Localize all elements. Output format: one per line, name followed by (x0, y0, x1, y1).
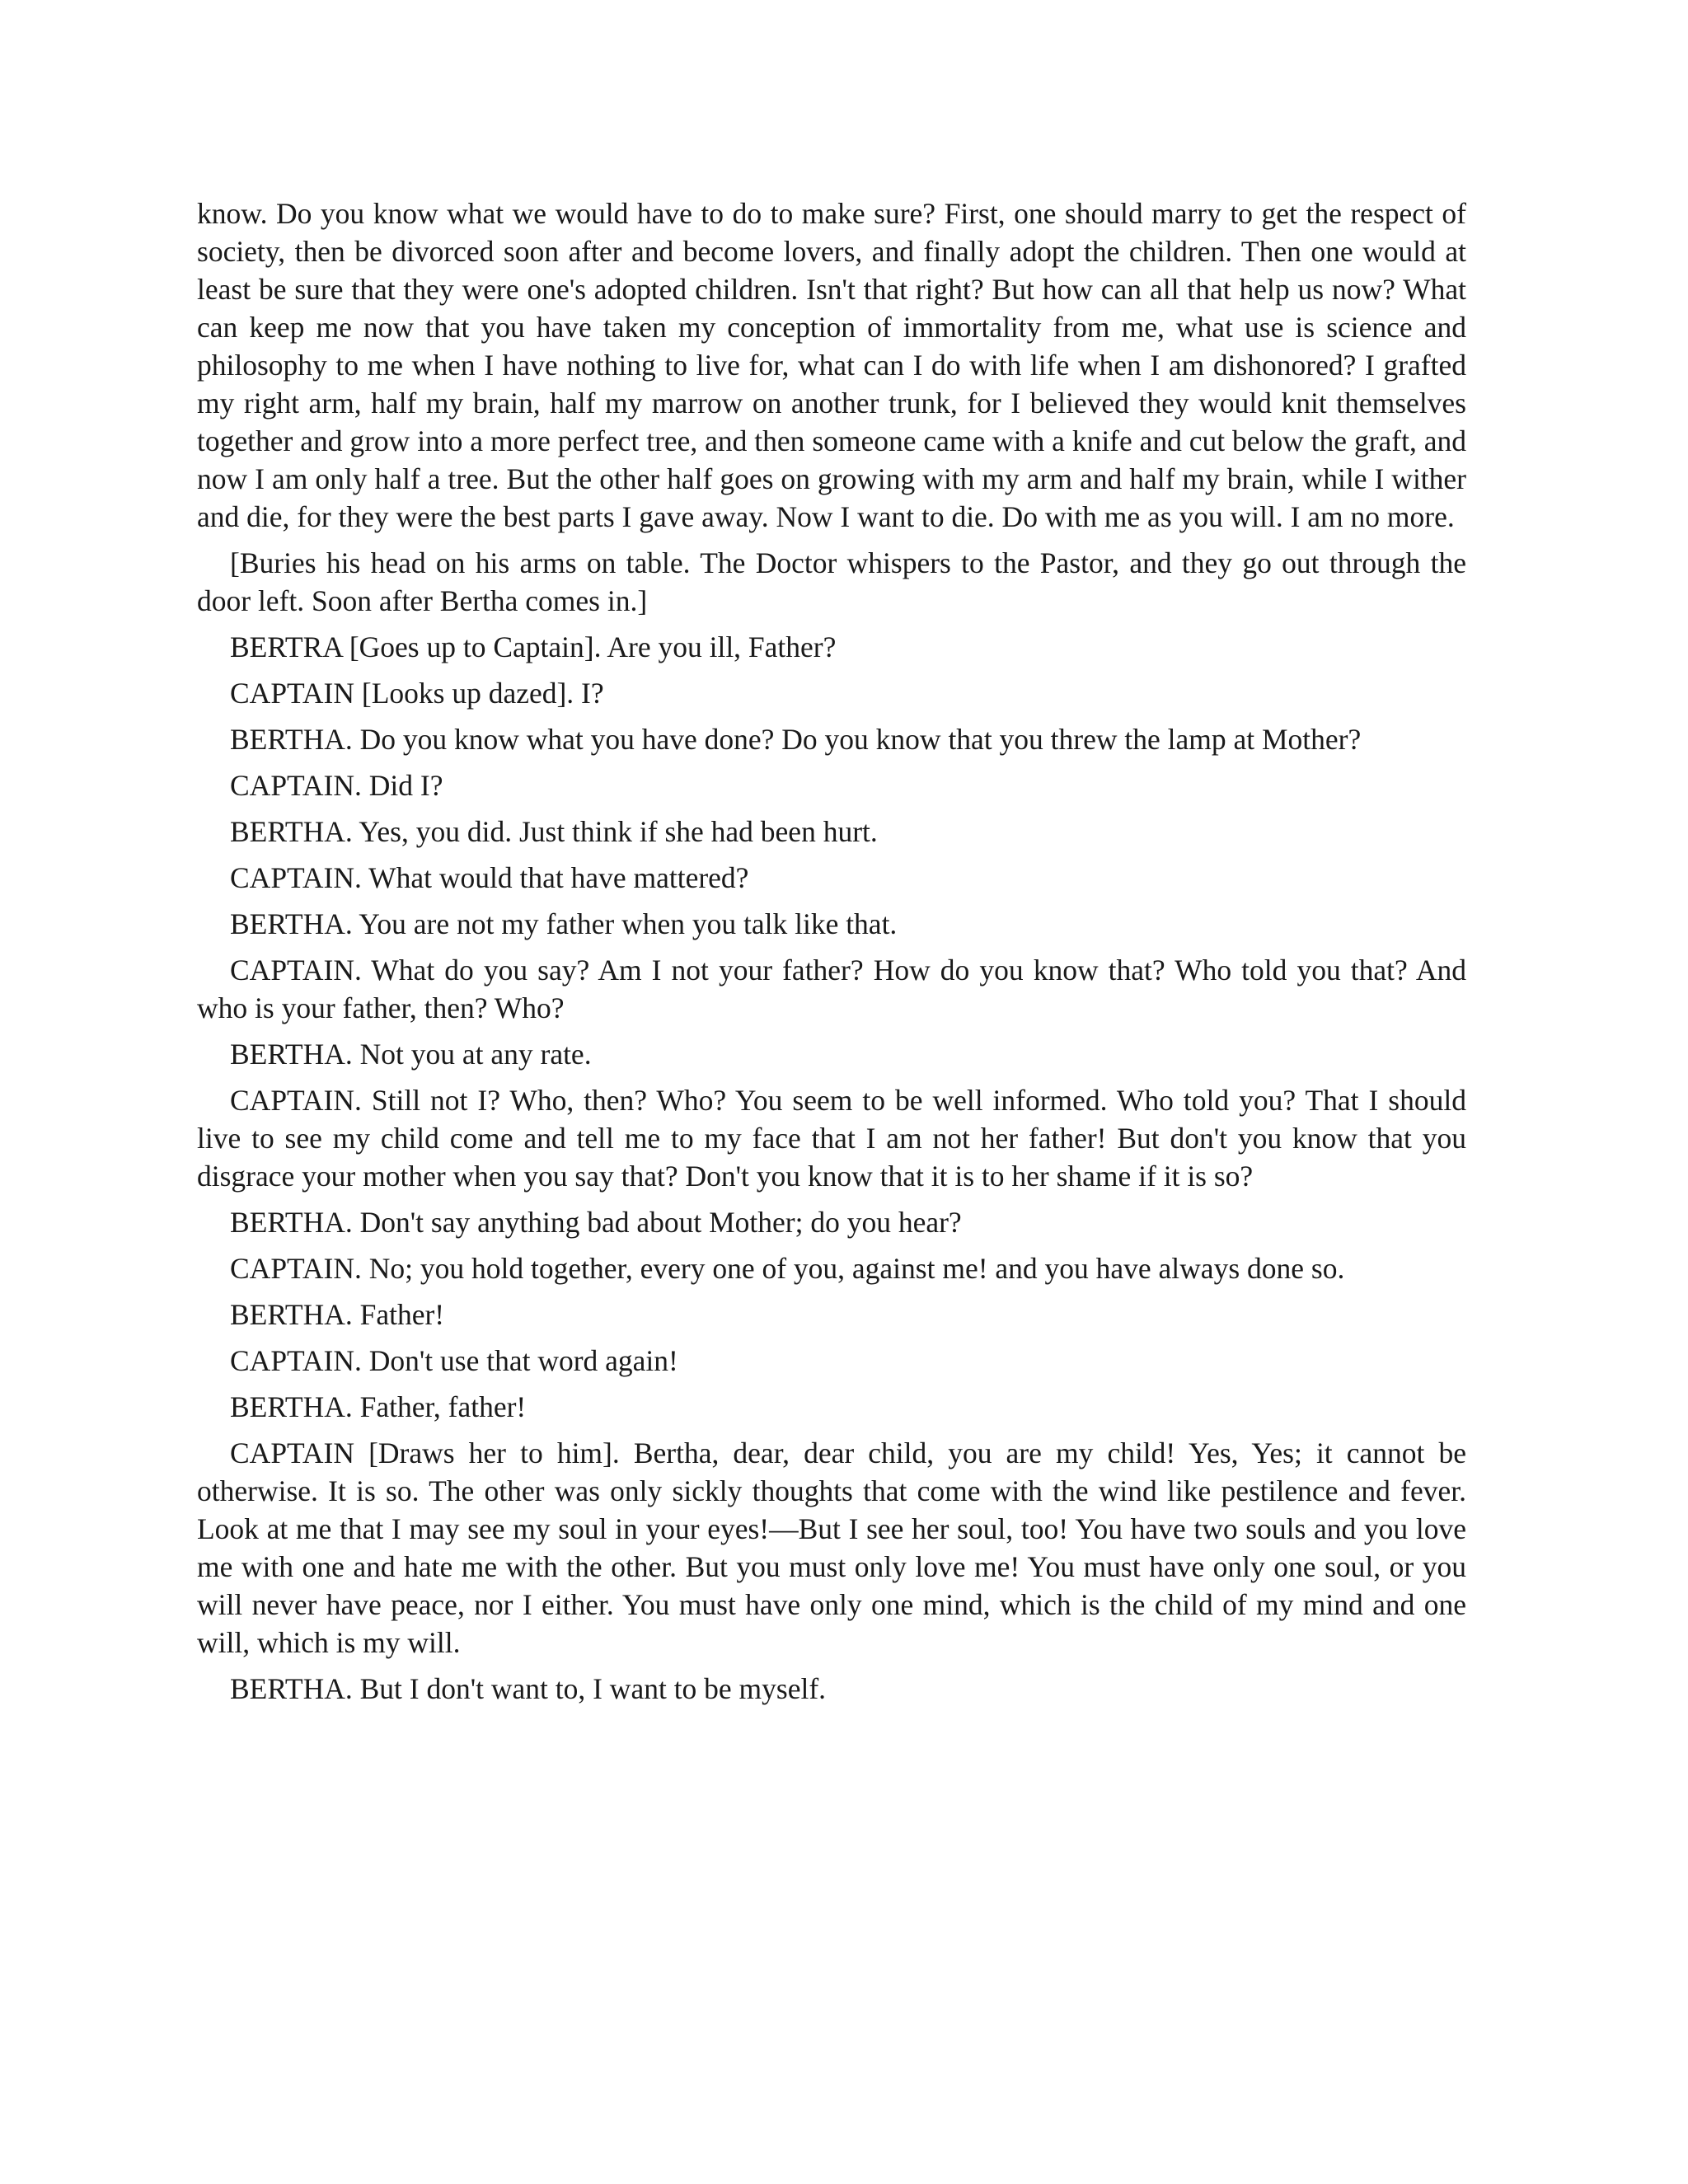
paragraph-monologue: know. Do you know what we would have to do to make sure? First, one should marry to get the respect of society, then be divorced soon after and become lovers, and finally adopt the children. Then one would at least be sure that they were one's adopted children. Isn't that right? But how can all that help us now? What can keep me now that you have taken my conception of immortality from me, what use is science and philosophy to me when I have nothing to live for, what can I do with life when I am dishonored? I grafted my right arm, half my brain, half my marrow on another trunk, for I believed they would knit themselves together and grow into a more perfect tree, and then someone came with a knife and cut below the graft, and now I am only half a tree. But the other half goes on growing with my arm and half my brain, while I wither and die, for they were the best parts I gave away. Now I want to die. Do with me as you will. I am no more. (197, 197, 1466, 533)
paragraph-dialogue: CAPTAIN [Looks up dazed]. I? (230, 677, 604, 710)
paragraph-dialogue: CAPTAIN. What would that have mattered? (230, 861, 749, 894)
paragraph-dialogue: CAPTAIN. What do you say? Am I not your father? How do you know that? Who told you that? And who is your father, then? Who? (197, 954, 1466, 1024)
paragraph-dialogue: BERTHA. You are not my father when you talk like that. (230, 907, 898, 940)
paragraph-dialogue: CAPTAIN [Draws her to him]. Bertha, dear, dear child, you are my child! Yes, Yes; it cannot be otherwise. It is so. The other was only sickly thoughts that come with the wind like pestilence and fever. Look at me that I may see my soul in your eyes!—But I see her soul, too! You have two souls and you love me with one and hate me with the other. But you must only love me! You must have only one soul, or you will never have peace, nor I either. You must have only one mind, which is the child of my mind and one will, which is my will. (197, 1436, 1466, 1659)
document-page (197, 194, 1466, 1716)
paragraph-dialogue: BERTHA. Do you know what you have done? Do you know that you threw the lamp at Mother? (230, 723, 1362, 756)
paragraph-dialogue: CAPTAIN. Still not I? Who, then? Who? You seem to be well informed. Who told you? That I should live to see my child come and tell me to my face that I am not her father! But don't you know that you disgrace your mother when you say that? Don't you know that it is to her shame if it is so? (197, 1084, 1466, 1193)
paragraph-dialogue: BERTHA. Don't say anything bad about Mother; do you hear? (230, 1206, 962, 1239)
paragraph-dialogue: BERTHA. But I don't want to, I want to be myself. (230, 1672, 827, 1705)
paragraph-stage-direction: [Buries his head on his arms on table. The Doctor whispers to the Pastor, and they go out through the door left. Soon after Bertha comes in.] (197, 546, 1466, 617)
paragraph-dialogue: BERTHA. Father! (230, 1298, 445, 1331)
paragraph-dialogue: CAPTAIN. Did I? (230, 769, 443, 802)
paragraph-dialogue: CAPTAIN. No; you hold together, every one of you, against me! and you have always done so. (230, 1252, 1345, 1285)
paragraph-dialogue: CAPTAIN. Don't use that word again! (230, 1344, 678, 1377)
paragraph-dialogue: BERTHA. Father, father! (230, 1390, 527, 1423)
paragraph-dialogue: BERTHA. Yes, you did. Just think if she had been hurt. (230, 815, 878, 848)
paragraph-dialogue: BERTRA [Goes up to Captain]. Are you ill, Father? (230, 630, 837, 663)
paragraph-dialogue: BERTHA. Not you at any rate. (230, 1038, 592, 1071)
